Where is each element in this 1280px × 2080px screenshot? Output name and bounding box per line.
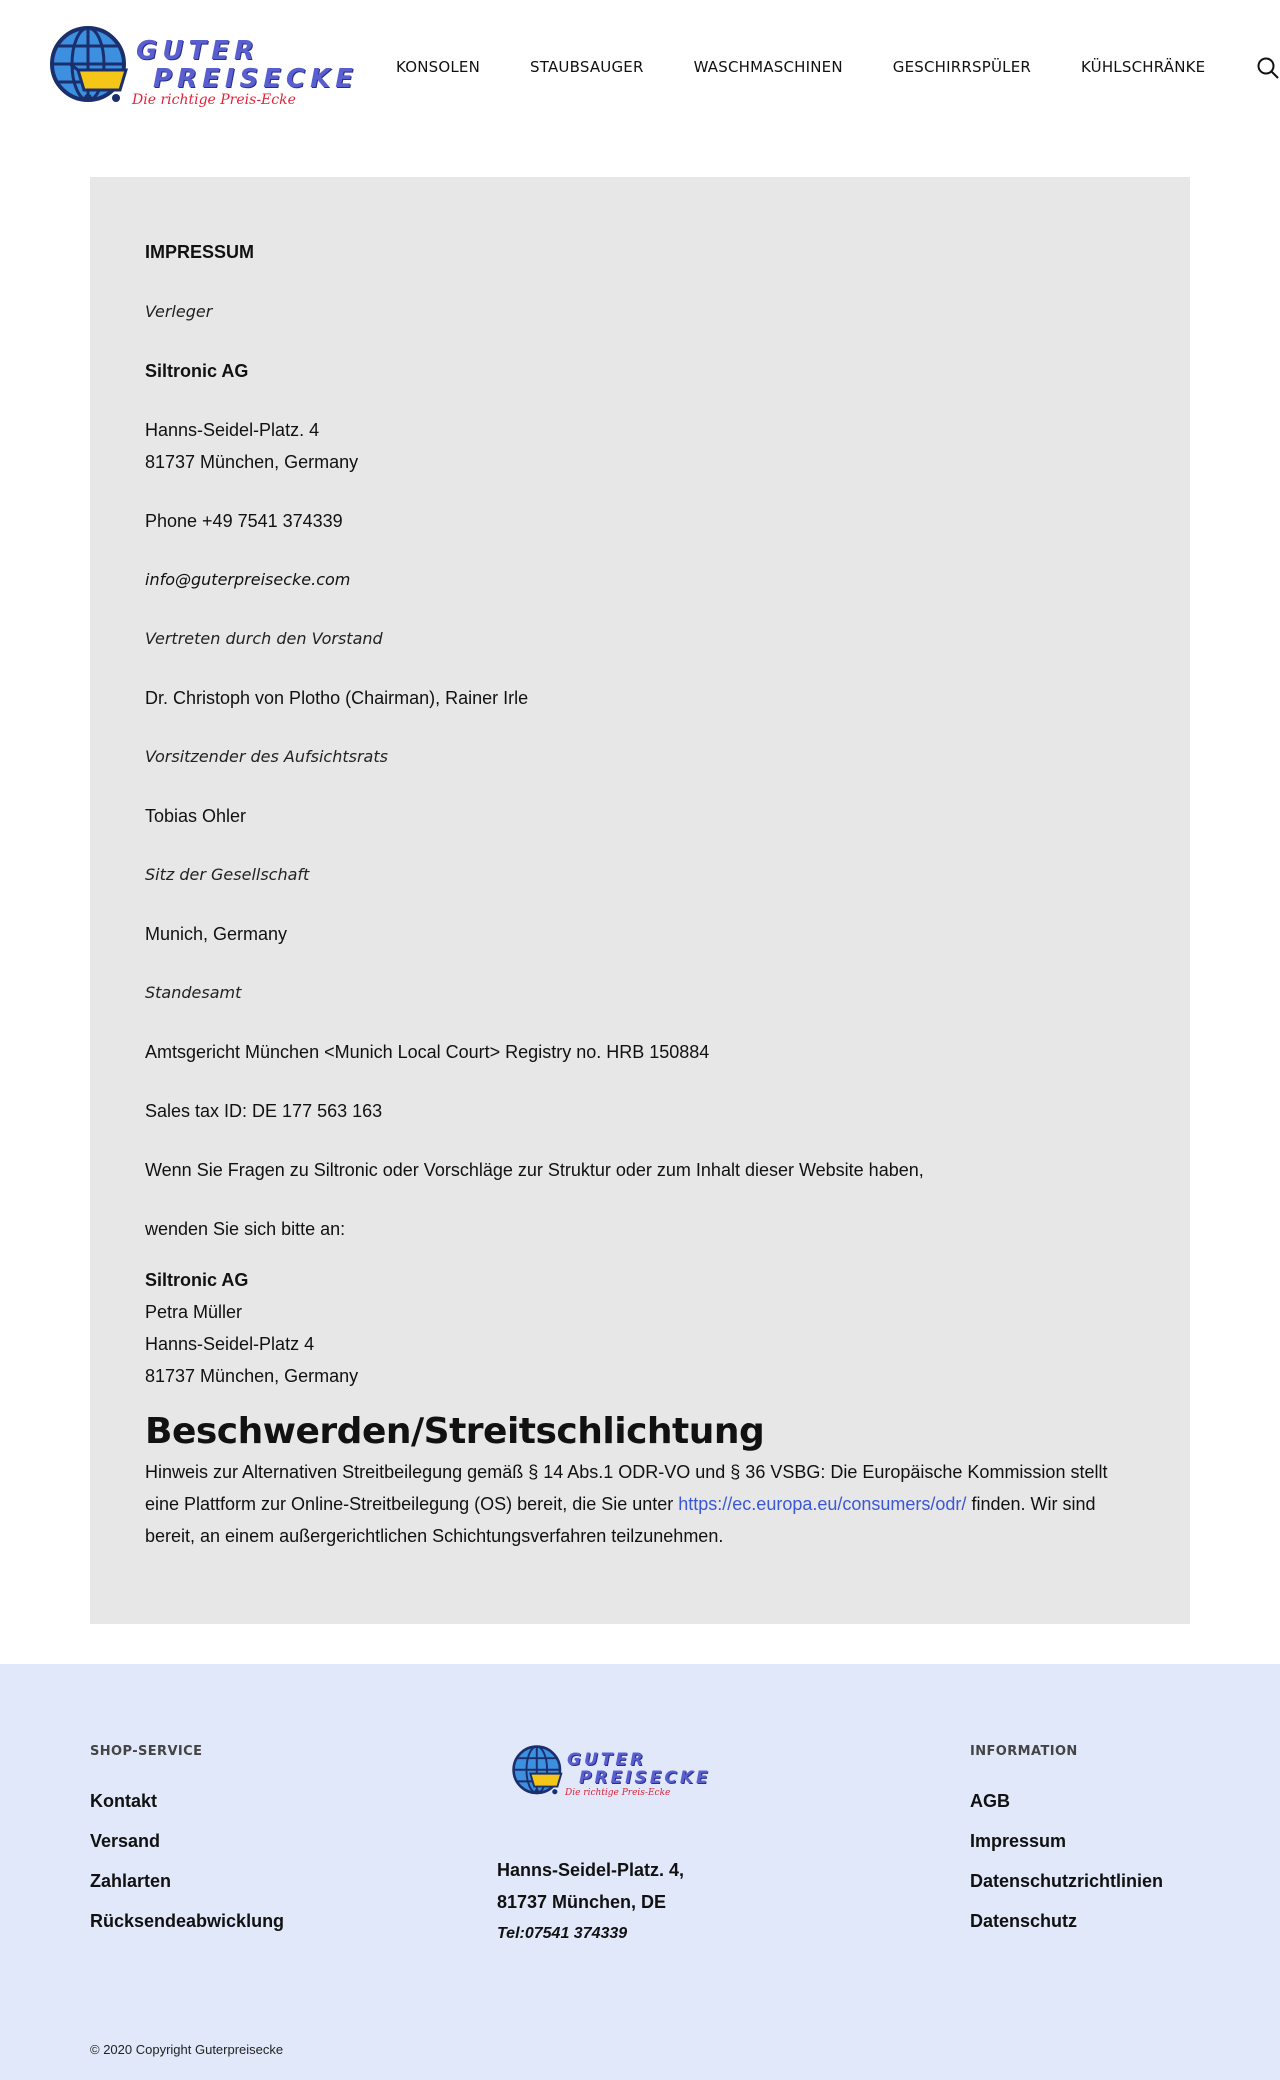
- footer-address-line-2: 81737 München, DE: [497, 1892, 667, 1912]
- footer-contact: [497, 1744, 711, 1950]
- footer-link-kontakt[interactable]: Kontakt: [90, 1791, 157, 1811]
- copyright: © 2020 Copyright Guterpreisecke: [90, 2042, 284, 2057]
- footer-address: [497, 1854, 711, 1918]
- logo-tagline: Die richtige Preis-Ecke: [132, 92, 296, 108]
- publisher-label: Verleger: [145, 302, 213, 321]
- footer-phone: Tel:07541 374339: [497, 1925, 628, 1942]
- footer-link-agb[interactable]: AGB: [970, 1791, 1010, 1811]
- footer-logo[interactable]: [511, 1744, 711, 1814]
- contact-city: 81737 München, Germany: [145, 1366, 359, 1386]
- seat-value: Munich, Germany: [145, 924, 288, 944]
- footer-link-zahlarten[interactable]: Zahlarten: [90, 1871, 172, 1891]
- footer-logo-line-2: PREISECKE: [579, 1768, 711, 1788]
- footer-link-ruecksendeabwicklung[interactable]: Rücksendeabwicklung: [90, 1911, 285, 1931]
- complaints-heading: Beschwerden/Streitschlichtung: [145, 1411, 765, 1452]
- odr-link[interactable]: https://ec.europa.eu/consumers/odr/: [678, 1494, 967, 1514]
- main-nav: [396, 58, 1205, 76]
- impressum-content: [145, 236, 1145, 1552]
- registry-label: Standesamt: [145, 983, 242, 1002]
- contact-intro: wenden Sie sich bitte an:: [145, 1219, 346, 1239]
- contact-company: Siltronic AG: [145, 1270, 249, 1290]
- complaints-text-before: Hinweis zur Alternativen Streitbeilegung gemäß § 14 Abs.1 ODR-VO und § 36 VSBG: Die Europäische Kommission stellt eine Plattform zur Online-Streitbeilegung (OS) bereit, die Sie unter: [145, 1462, 1108, 1514]
- phone-number: Phone +49 7541 374339: [145, 511, 343, 531]
- footer-link-datenschutz[interactable]: Datenschutz: [970, 1911, 1078, 1931]
- site-header: [0, 0, 1280, 136]
- footer-logo-line-1: GUTER: [567, 1750, 647, 1770]
- nav-item-konsolen[interactable]: KONSOLEN: [396, 58, 481, 76]
- nav-item-waschmaschinen[interactable]: WASCHMASCHINEN: [693, 58, 843, 76]
- globe-cart-icon: [511, 1744, 569, 1802]
- company-name: Siltronic AG: [145, 361, 249, 381]
- complaints-text-after: finden. Wir sind bereit, an einem außergerichtlichen Schichtungsverfahren teilzunehmen.: [145, 1494, 1096, 1546]
- footer-link-versand[interactable]: Versand: [90, 1831, 161, 1851]
- footer-link-impressum[interactable]: Impressum: [970, 1831, 1067, 1851]
- footer-address-line-1: Hanns-Seidel-Platz. 4,: [497, 1860, 685, 1880]
- site-logo[interactable]: [48, 24, 358, 114]
- complaints-text: [145, 1456, 1145, 1552]
- nav-item-staubsauger[interactable]: STAUBSAUGER: [530, 58, 644, 76]
- logo-line-1: GUTER: [136, 36, 259, 66]
- questions-text: Wenn Sie Fragen zu Siltronic oder Vorschläge zur Struktur oder zum Inhalt dieser Website haben,: [145, 1160, 924, 1180]
- search-icon: [1256, 56, 1280, 80]
- contact-street: Hanns-Seidel-Platz 4: [145, 1334, 315, 1354]
- tax-id: Sales tax ID: DE 177 563 163: [145, 1101, 383, 1121]
- footer-shop-service: [90, 1744, 284, 1941]
- seat-label: Sitz der Gesellschaft: [145, 865, 310, 884]
- impressum-panel: [90, 177, 1190, 1624]
- registry-value: Amtsgericht München <Munich Local Court> Registry no. HRB 150884: [145, 1042, 710, 1062]
- globe-cart-icon: [48, 24, 138, 114]
- contact-name: Petra Müller: [145, 1302, 243, 1322]
- footer-information: [970, 1744, 1163, 1941]
- impressum-title: IMPRESSUM: [145, 242, 255, 262]
- address-city: 81737 München, Germany: [145, 452, 359, 472]
- represented-names: Dr. Christoph von Plotho (Chairman), Rainer Irle: [145, 688, 529, 708]
- represented-label: Vertreten durch den Vorstand: [145, 629, 383, 648]
- board-label: Vorsitzender des Aufsichtsrats: [145, 747, 388, 766]
- shop-service-title: SHOP-SERVICE: [90, 1744, 203, 1759]
- board-name: Tobias Ohler: [145, 806, 247, 826]
- footer-link-datenschutzrichtlinien[interactable]: Datenschutzrichtlinien: [970, 1871, 1164, 1891]
- footer-logo-tagline: Die richtige Preis-Ecke: [565, 1788, 671, 1798]
- logo-line-2: PREISECKE: [153, 64, 358, 94]
- information-title: INFORMATION: [970, 1744, 1078, 1759]
- nav-item-geschirrspueler[interactable]: GESCHIRRSPÜLER: [892, 58, 1032, 76]
- search-button[interactable]: [1256, 56, 1280, 80]
- nav-item-kuehlschraenke[interactable]: KÜHLSCHRÄNKE: [1081, 58, 1206, 76]
- site-footer: [0, 1664, 1280, 2080]
- email-address[interactable]: info@guterpreisecke.com: [145, 570, 351, 589]
- address-street: Hanns-Seidel-Platz. 4: [145, 420, 320, 440]
